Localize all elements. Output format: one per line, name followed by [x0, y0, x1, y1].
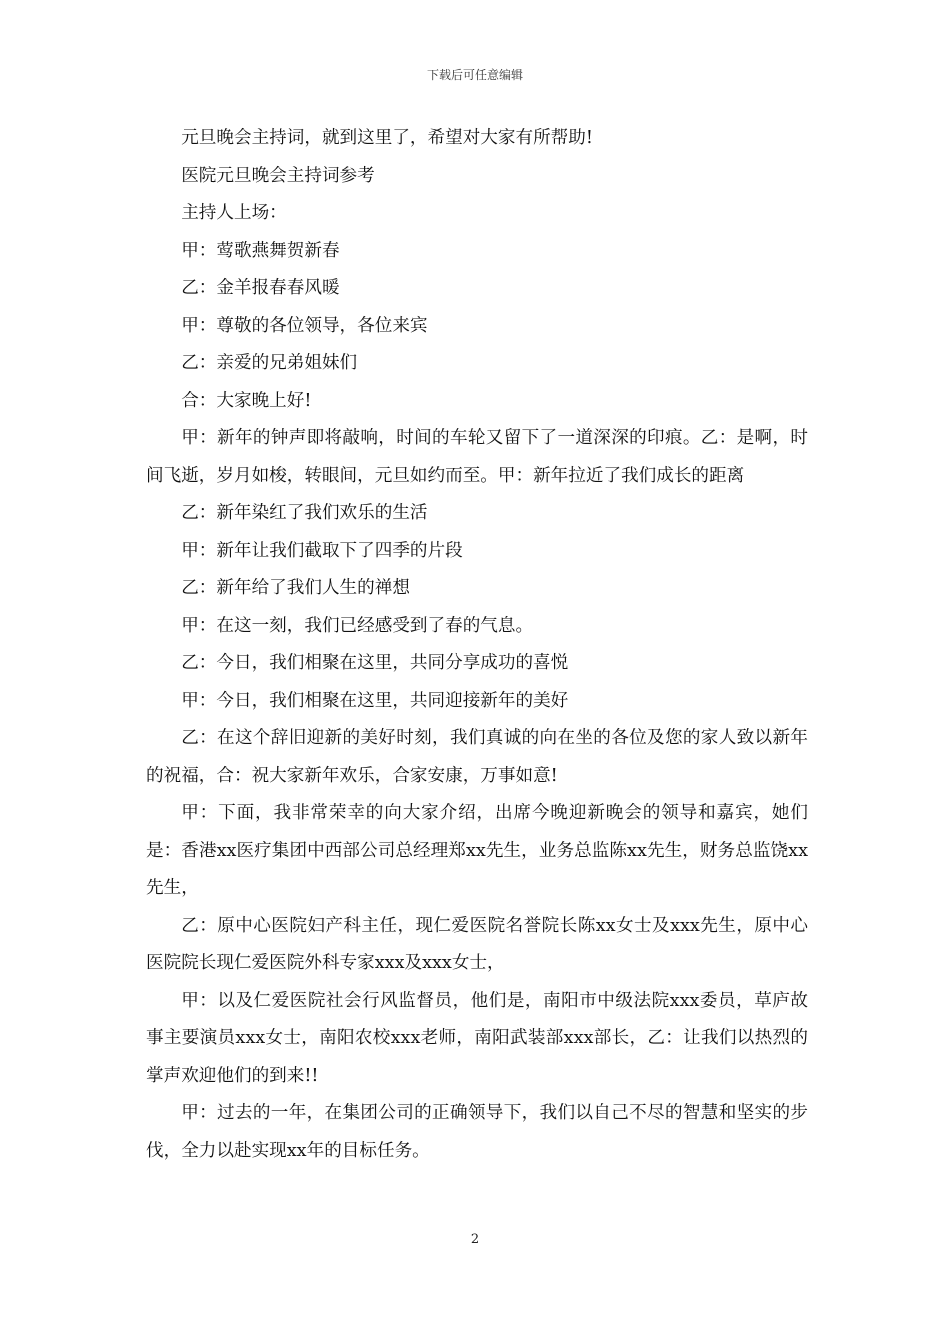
paragraph: 乙：金羊报春春风暖 [181, 278, 340, 298]
paragraph: 甲：下面，我非常荣幸的向大家介绍，出席今晚迎新晚会的领导和嘉宾，她们是：香港xx医疗集团中西部公司总经理郑xx先生，业务总监陈xx先生，财务总监饶xx先生， [146, 803, 808, 898]
page-number: 2 [470, 1232, 480, 1247]
paragraph: 乙：新年给了我们人生的禅想 [181, 578, 410, 598]
paragraph: 甲：在这一刻，我们已经感受到了春的气息。 [181, 615, 534, 636]
paragraph: 医院元旦晚会主持词参考 [181, 165, 375, 186]
paragraph: 甲：过去的一年，在集团公司的正确领导下，我们以自己不尽的智慧和坚实的步伐，全力以赴实现xx年的目标任务。 [146, 1103, 808, 1161]
page-header: 下载后可任意编辑 [426, 68, 523, 82]
paragraph: 甲：莺歌燕舞贺新春 [181, 240, 340, 261]
paragraph: 乙：今日，我们相聚在这里，共同分享成功的喜悦 [181, 653, 569, 673]
paragraph: 甲：今日，我们相聚在这里，共同迎接新年的美好 [181, 690, 569, 711]
paragraph: 乙：新年染红了我们欢乐的生活 [181, 503, 428, 523]
paragraph: 乙：原中心医院妇产科主任，现仁爱医院名誉院长陈xx女士及xxx先生，原中心医院院长现仁爱医院外科专家xxx及xxx女士， [146, 915, 808, 973]
paragraph: 甲：尊敬的各位领导，各位来宾 [181, 315, 428, 336]
document-body [146, 120, 808, 1170]
paragraph: 乙：在这个辞旧迎新的美好时刻，我们真诚的向在坐的各位及您的家人致以新年的祝福，合：祝大家新年欢乐，合家安康，万事如意! [146, 728, 808, 786]
paragraph: 乙：亲爱的兄弟姐妹们 [181, 353, 358, 373]
paragraph: 元旦晚会主持词，就到这里了，希望对大家有所帮助! [181, 128, 593, 148]
paragraph: 甲：新年让我们截取下了四季的片段 [181, 540, 463, 561]
paragraph: 主持人上场： [181, 203, 287, 223]
paragraph: 甲：新年的钟声即将敲响，时间的车轮又留下了一道深深的印痕。乙：是啊，时间飞逝，岁月如梭，转眼间，元旦如约而至。甲：新年拉近了我们成长的距离 [146, 428, 808, 486]
paragraph: 甲：以及仁爱医院社会行风监督员，他们是，南阳市中级法院xxx委员，草庐故事主要演员xxx女士，南阳农校xxx老师，南阳武装部xxx部长，乙：让我们以热烈的掌声欢迎他们的到来!! [146, 990, 808, 1086]
paragraph: 合：大家晚上好! [181, 390, 312, 411]
